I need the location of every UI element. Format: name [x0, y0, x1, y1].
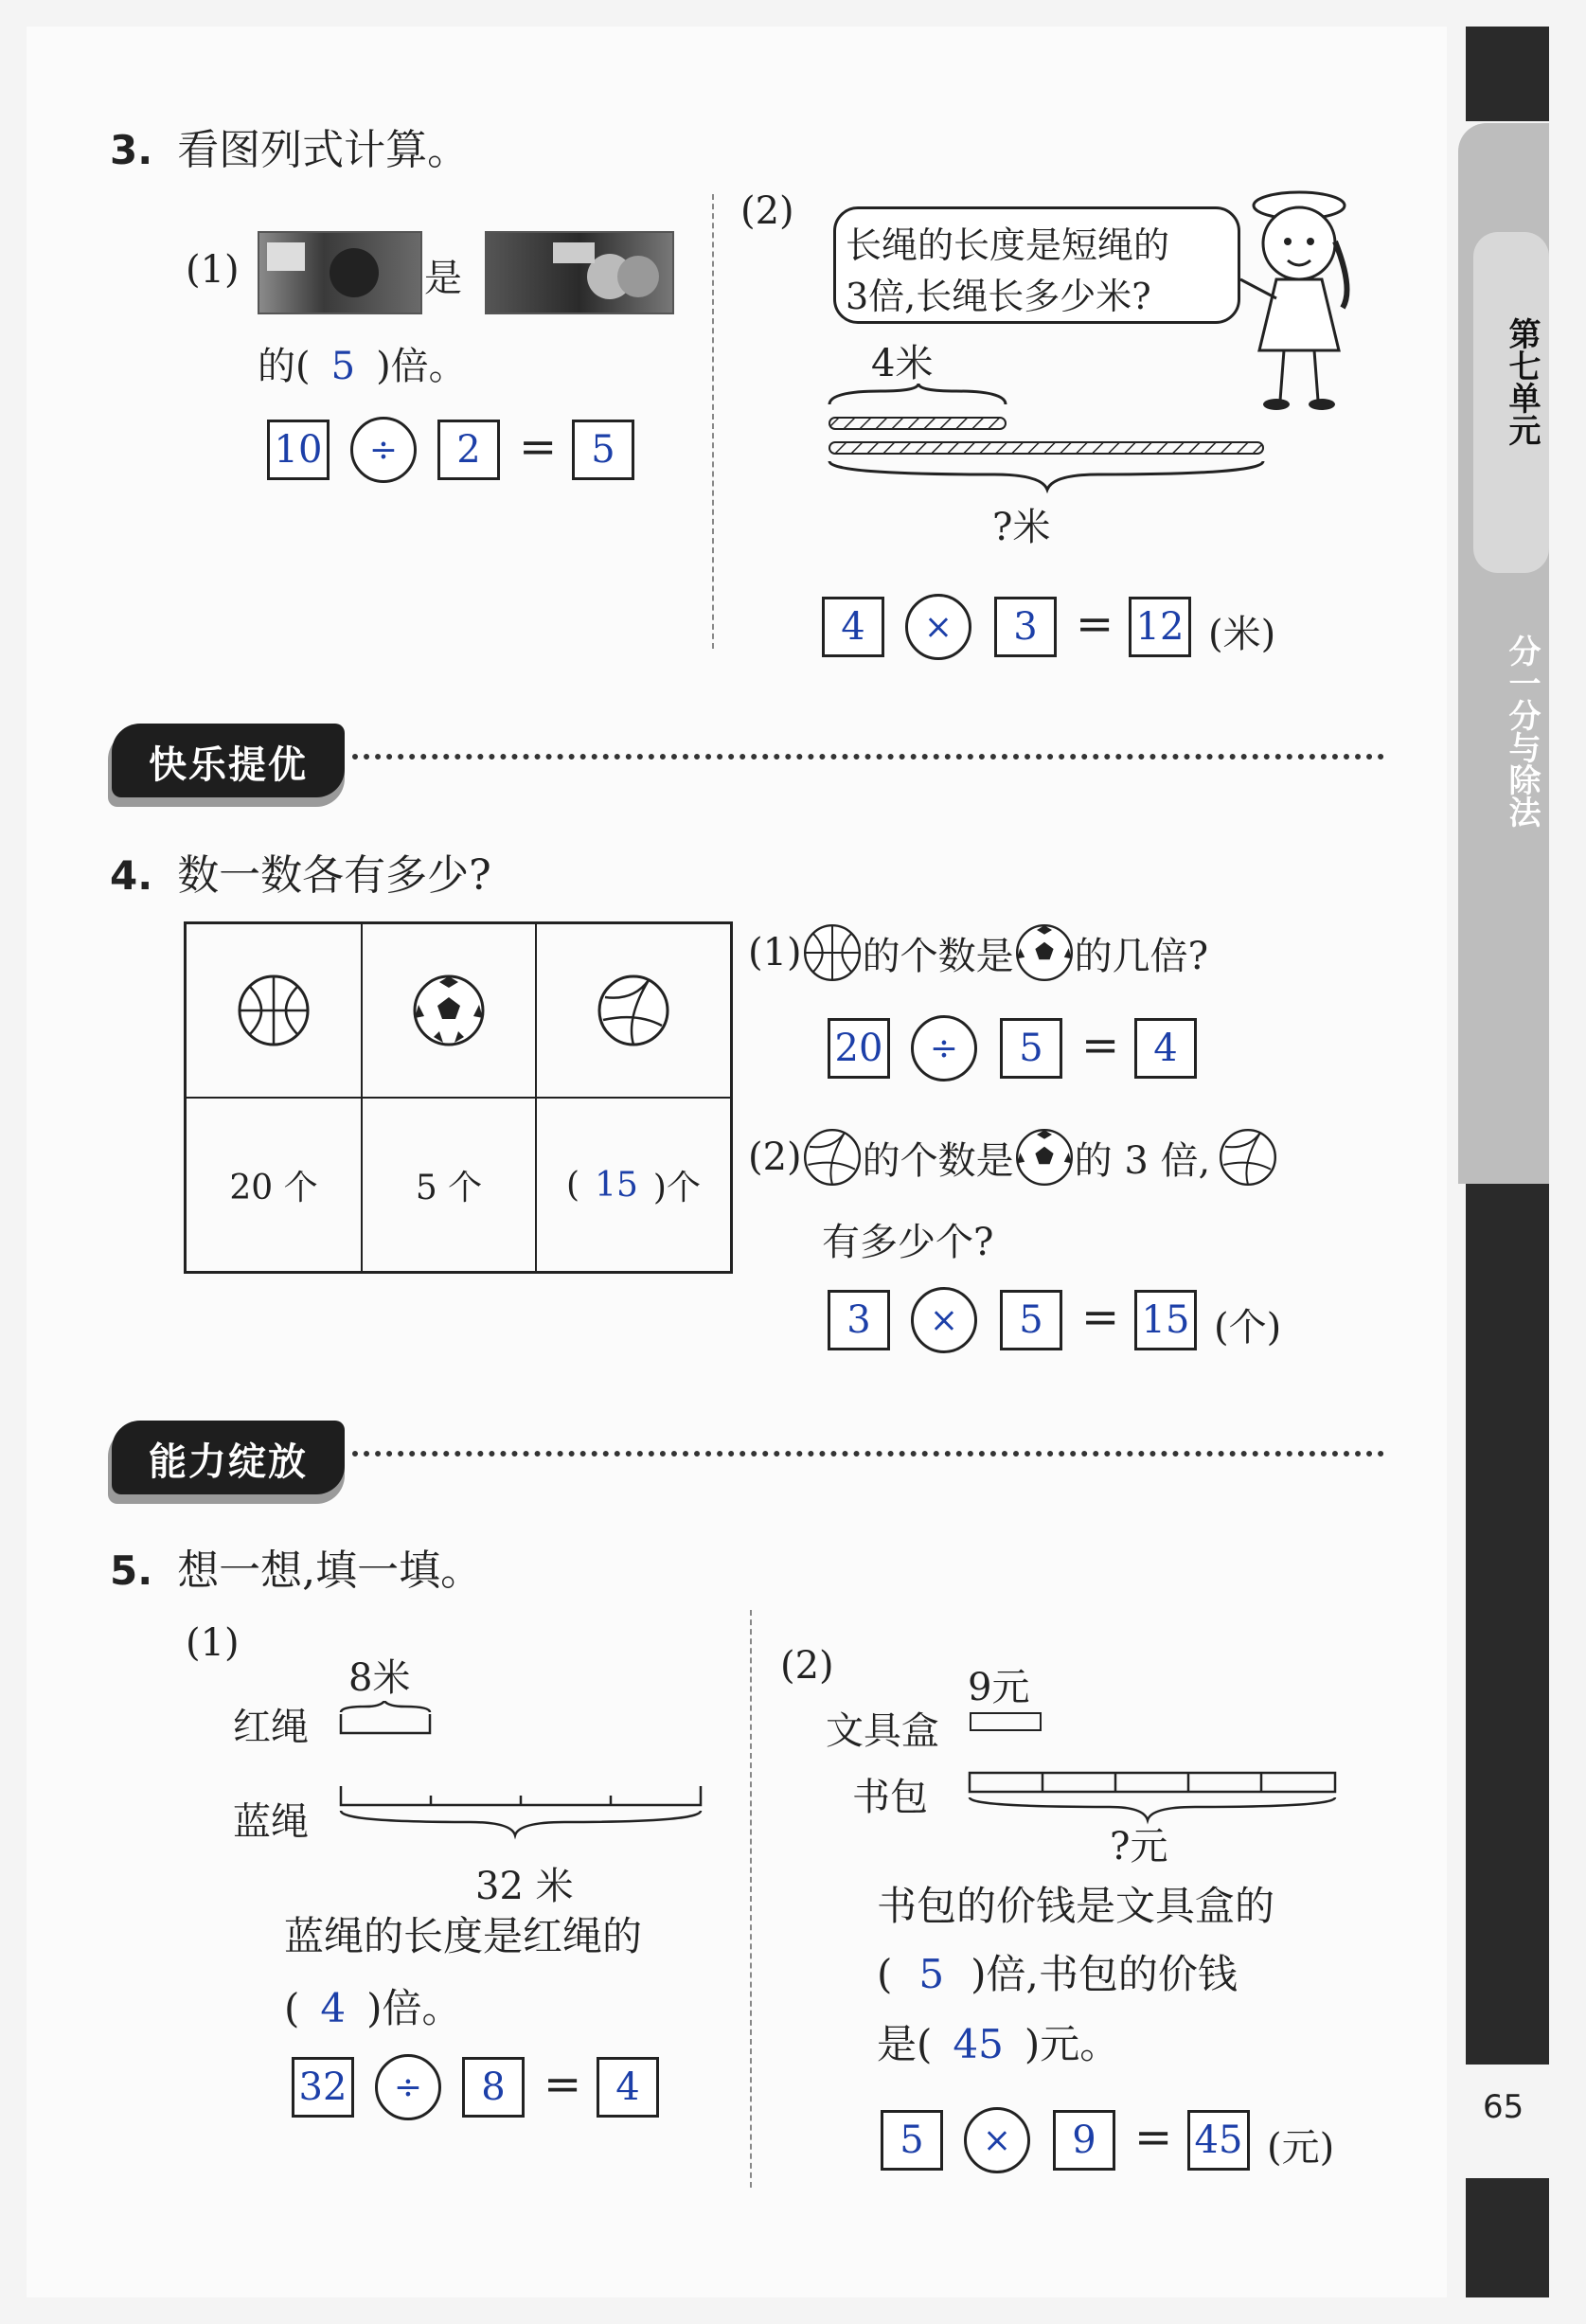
- q4-p2-unit: (个): [1214, 1306, 1282, 1350]
- q3-divider: [712, 194, 714, 649]
- red-rope-length: 8米: [348, 1656, 411, 1700]
- q3-title-text: 看图列式计算。: [177, 126, 470, 174]
- q3-p2-eq-num1[interactable]: 4: [822, 597, 884, 657]
- banknote-10-yuan: [258, 231, 422, 314]
- q5-title: [110, 1536, 482, 1597]
- sidebar-unit-label: 第七单元: [1503, 317, 1541, 446]
- q4-p2-t2: 的 3 倍,: [1074, 1138, 1211, 1183]
- q4-p2-eq-num1[interactable]: 3: [828, 1290, 890, 1350]
- ball-count-table: [184, 921, 733, 1274]
- q3-p1-eq-result[interactable]: 5: [572, 420, 634, 480]
- q4-title: [110, 841, 491, 902]
- q4-p1-t2: 的几倍?: [1074, 934, 1209, 978]
- blue-rope-bar: [337, 1780, 706, 1847]
- q5-p2-eq-equals: =: [1134, 2111, 1173, 2164]
- q3-p1-eq-equals: =: [519, 420, 558, 474]
- q4-p2-t1: 的个数是: [862, 1138, 1014, 1183]
- q3-p2-unit: (米): [1208, 613, 1276, 656]
- q5-title-text: 想一想,填一填。: [177, 1546, 483, 1595]
- red-rope-label: 红绳: [233, 1706, 309, 1749]
- q3-p1-line2: [258, 336, 467, 390]
- section-1-dotted-line: [352, 754, 1384, 760]
- q4-p2-eq-equals: =: [1081, 1291, 1120, 1344]
- q3-p1-eq-num2[interactable]: 2: [437, 420, 500, 480]
- q4-p2-eq-result[interactable]: 15: [1134, 1290, 1197, 1350]
- q5-p1-s2b: )倍。: [366, 1985, 462, 2031]
- q3-p2-label: (2): [740, 189, 794, 233]
- q4-p2-t3: 有多少个?: [822, 1221, 994, 1264]
- schoolbag-label: 书包: [852, 1776, 928, 1819]
- q5-p1-eq-result[interactable]: 4: [597, 2057, 659, 2118]
- q5-p2-sentence3: [877, 2013, 1119, 2070]
- count-volleyball: [537, 1099, 730, 1271]
- q4-p1-eq-equals: =: [1081, 1019, 1120, 1072]
- count-volleyball-open: (: [566, 1165, 580, 1205]
- q5-number: 5.: [110, 1547, 153, 1594]
- q5-p2-label: (2): [780, 1644, 834, 1688]
- q3-p2-eq-equals: =: [1076, 598, 1114, 651]
- volleyball-icon: [1218, 1127, 1278, 1188]
- q5-p2-sentence2: [877, 1943, 1238, 2000]
- section-banner-1: [112, 724, 345, 803]
- section-2-dotted-line: [352, 1451, 1384, 1457]
- q5-p2-unit: (元): [1267, 2126, 1335, 2170]
- count-soccer: 5 个: [363, 1099, 537, 1271]
- count-volleyball-close: )个: [652, 1168, 701, 1207]
- q5-p1-sentence1: 蓝绳的长度是红绳的: [284, 1913, 643, 1959]
- q5-p1-label: (1): [186, 1621, 240, 1665]
- banknote-2-yuan: [485, 231, 674, 314]
- basketball-icon: [236, 973, 312, 1048]
- q5-divider: [750, 1610, 752, 2188]
- q4-p1-line: [748, 922, 1208, 983]
- q4-title-text: 数一数各有多少?: [177, 851, 491, 900]
- q5-p2-answer2[interactable]: 45: [953, 2021, 1004, 2067]
- q3-p1-mid: 是: [424, 257, 462, 300]
- q5-p2-eq-num1[interactable]: 5: [881, 2110, 943, 2171]
- short-rope-length: 4米: [871, 342, 934, 385]
- q4-p1-label: (1): [748, 931, 802, 974]
- volleyball-icon: [596, 973, 671, 1048]
- cell-soccer-ball: [363, 924, 537, 1099]
- section-banner-1-label: 快乐提优: [149, 743, 308, 787]
- page-number: 65: [1483, 2088, 1524, 2126]
- sidebar-top-dark: [1466, 27, 1549, 121]
- q5-p1-eq-num2[interactable]: 8: [462, 2057, 525, 2118]
- q5-p1-answer[interactable]: 4: [320, 1985, 347, 2031]
- red-rope-bar: [337, 1701, 436, 1739]
- cell-volleyball: [537, 924, 730, 1099]
- section-banner-2-label: 能力绽放: [149, 1440, 308, 1484]
- bubble-line2: 3倍,长绳长多少米?: [846, 276, 1151, 317]
- schoolbag-price: ?元: [1110, 1825, 1168, 1868]
- q3-p1-line2a: 的(: [258, 345, 311, 388]
- q4-p2-eq-op[interactable]: ×: [911, 1287, 977, 1353]
- q5-p2-eq-op[interactable]: ×: [964, 2107, 1030, 2173]
- volleyball-icon: [802, 1127, 863, 1188]
- bubble-line1: 长绳的长度是短绳的: [846, 224, 1170, 266]
- q5-p1-s2a: (: [284, 1985, 300, 2031]
- soccer-ball-icon: [1014, 922, 1075, 983]
- q5-p2-eq-num2[interactable]: 9: [1053, 2110, 1115, 2171]
- q5-p2-answer1[interactable]: 5: [918, 1951, 945, 1997]
- q3-p2-eq-op[interactable]: ×: [905, 594, 971, 660]
- q4-p2-eq-num2[interactable]: 5: [1000, 1290, 1062, 1350]
- rope-diagram: [824, 384, 1269, 497]
- q4-p1-eq-op[interactable]: ÷: [911, 1015, 977, 1082]
- q4-p1-eq-num2[interactable]: 5: [1000, 1018, 1062, 1079]
- basketball-icon: [802, 922, 863, 983]
- q3-title: [110, 116, 469, 176]
- pencil-box-label: 文具盒: [826, 1709, 939, 1753]
- q5-p2-s2a: (: [877, 1951, 893, 1997]
- q3-p2-eq-result[interactable]: 12: [1129, 597, 1191, 657]
- q3-number: 3.: [110, 127, 153, 173]
- count-volleyball-answer[interactable]: 15: [595, 1165, 638, 1205]
- sidebar-bottom-dark: [1466, 2178, 1549, 2297]
- q4-p2-line1: [748, 1127, 1278, 1188]
- cell-basketball: [187, 924, 363, 1099]
- long-rope-length: ?米: [992, 506, 1051, 549]
- pencil-box-price: 9元: [968, 1666, 1030, 1709]
- count-basketball: 20 个: [187, 1099, 363, 1271]
- q5-p1-eq-equals: =: [544, 2058, 582, 2111]
- q4-number: 4.: [110, 852, 153, 899]
- q5-p1-eq-num1[interactable]: 32: [292, 2057, 354, 2118]
- q3-p1-eq-num1[interactable]: 10: [267, 420, 330, 480]
- q5-p2-s3b: )元。: [1024, 2021, 1120, 2067]
- q5-p1-sentence2: [284, 1977, 462, 2034]
- sidebar-mid-dark: [1466, 1184, 1549, 2065]
- blue-rope-label: 蓝绳: [233, 1800, 309, 1844]
- soccer-ball-icon: [1014, 1127, 1075, 1188]
- q3-p2-eq-num2[interactable]: 3: [994, 597, 1057, 657]
- q3-p1-answer: 5: [330, 345, 356, 388]
- q4-p2-label: (2): [748, 1135, 802, 1179]
- q4-p1-t1: 的个数是: [862, 934, 1014, 978]
- soccer-ball-icon: [411, 973, 487, 1048]
- q5-p2-eq-result[interactable]: 45: [1187, 2110, 1250, 2171]
- q4-p1-eq-result[interactable]: 4: [1134, 1018, 1197, 1079]
- sidebar-chapter-label: 分一分与除法: [1503, 635, 1541, 828]
- q3-p1-label: (1): [186, 248, 240, 292]
- q3-p1-line2b: )倍。: [376, 345, 467, 388]
- q3-p1-eq-op[interactable]: ÷: [350, 417, 417, 483]
- pencil-box-bar: [970, 1712, 1042, 1731]
- blue-rope-length: 32 米: [475, 1865, 574, 1908]
- q5-p2-s3a: 是(: [877, 2021, 933, 2067]
- q4-p1-eq-num1[interactable]: 20: [828, 1018, 890, 1079]
- section-banner-2: [112, 1421, 345, 1500]
- q5-p2-sentence1: 书包的价钱是文具盒的: [877, 1883, 1275, 1929]
- q5-p2-s2b: )倍,书包的价钱: [971, 1951, 1238, 1997]
- q5-p1-eq-op[interactable]: ÷: [375, 2054, 441, 2120]
